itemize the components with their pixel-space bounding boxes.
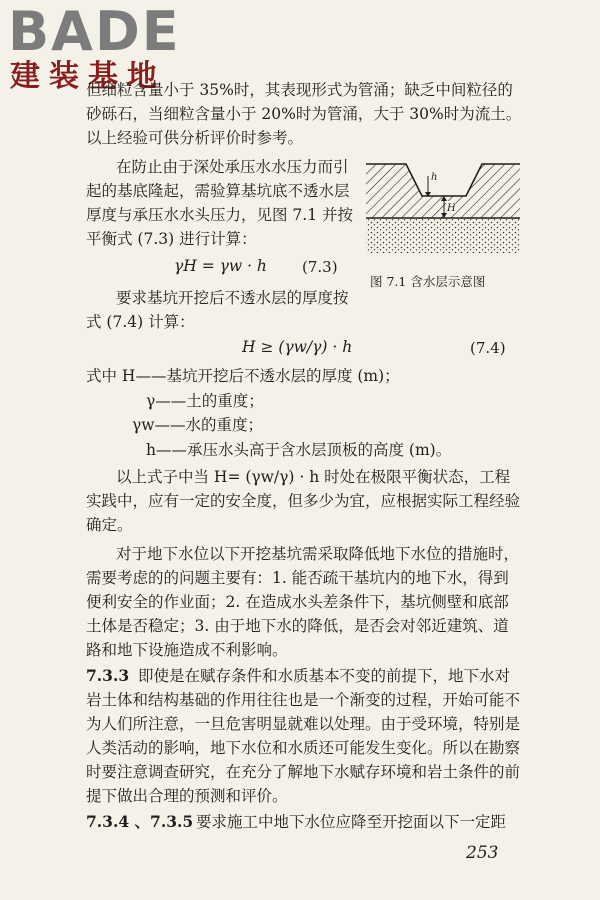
equation-7-4-number: (7.4) (470, 339, 506, 357)
text-line: 平衡式 (7.3) 进行计算： (86, 230, 257, 248)
label-h: h (431, 172, 438, 183)
equation-7-3-number: (7.3) (302, 258, 338, 276)
text-line: 需要考虑的的问题主要有：1. 能否疏干基坑内的地下水，得到 (86, 569, 509, 587)
text-line: h——承压水头高于含水层顶板的高度 (m)。 (146, 441, 452, 459)
text-line: 便利安全的作业面；2. 在造成水头差条件下，基坑侧壁和底部 (86, 593, 509, 611)
text-line: 对于地下水位以下开挖基坑需采取降低地下水位的措施时， (116, 545, 520, 563)
text-line: 式中 H——基坑开挖后不透水层的厚度 (m)； (86, 367, 400, 385)
equation-7-3: γH = γw · h (174, 257, 267, 275)
equation-7-4: H ≥ (γw/γ) · h (242, 338, 353, 356)
text-line: 以上式子中当 H= (γw/γ) · h 时处在极限平衡状态，工程 (116, 468, 511, 486)
text-line: 土体是否稳定；3. 由于地下水的降低，是否会对邻近建筑、道 (86, 617, 509, 635)
text-line: 以上经验可供分析评价时参考。 (86, 129, 304, 147)
text-line: 厚度与承压水水头压力，见图 7.1 并按 (86, 206, 354, 224)
text-line: γ——土的重度； (146, 392, 264, 410)
text-line: 实践中，应有一定的安全度，但多少为宜，应根据实际工程经验 (86, 492, 521, 510)
text-line: 要求基坑开挖后不透水层的厚度按 (116, 289, 349, 307)
text-line: 确定。 (86, 516, 133, 534)
page-number: 253 (466, 843, 499, 863)
label-H: H (447, 203, 456, 214)
aquifer-diagram (364, 156, 522, 256)
text-line: 人类活动的影响，地下水位和水质还可能发生变化。所以在勘察 (86, 739, 521, 757)
text-line: 提下做出合理的预测和评价。 (86, 787, 288, 805)
section-number-7-3-3: 7.3.3 (86, 666, 130, 685)
soil-hatching (366, 164, 520, 218)
text-line: 砂砾石，当细粒含量小于 20%时为管涌，大于 30%时为流土。 (86, 105, 522, 123)
text-line: 岩土体和结构基础的作用往往也是一个渐变的过程，开始可能不 (86, 691, 521, 709)
text-line: 为人们所注意，一旦危害明显就难以处理。由于受环境，特别是 (86, 715, 521, 733)
text-line: 式 (7.4) 计算： (86, 313, 195, 331)
text-line: 即使是在赋存条件和水质基本不变的前提下，地下水对 (138, 667, 511, 685)
text-line: 路和地下设施造成不利影响。 (86, 641, 288, 659)
text-line: 但细粒含量小于 35%时，其表现形式为管涌；缺乏中间粒径的 (86, 81, 513, 99)
text-line: γw——水的重度； (132, 416, 264, 434)
watermark-brand: BADE (8, 0, 181, 63)
aquifer-layer (366, 219, 520, 253)
watermark-tagline: 建装基地 (10, 59, 166, 94)
figure-caption: 图 7.1 含水层示意图 (370, 274, 486, 289)
text-line: 起的基底隆起，需验算基坑底不透水层 (86, 182, 350, 200)
section-number-7-3-4-7-3-5: 7.3.4 、7.3.5 (86, 812, 194, 831)
text-line: 在防止由于深处承压水水压力而引 (116, 158, 349, 176)
text-line: 要求施工中地下水位应降至开挖面以下一定距 (196, 813, 507, 831)
text-line: 时要注意调查研究，在充分了解地下水赋存环境和岩土条件的前 (86, 763, 521, 781)
